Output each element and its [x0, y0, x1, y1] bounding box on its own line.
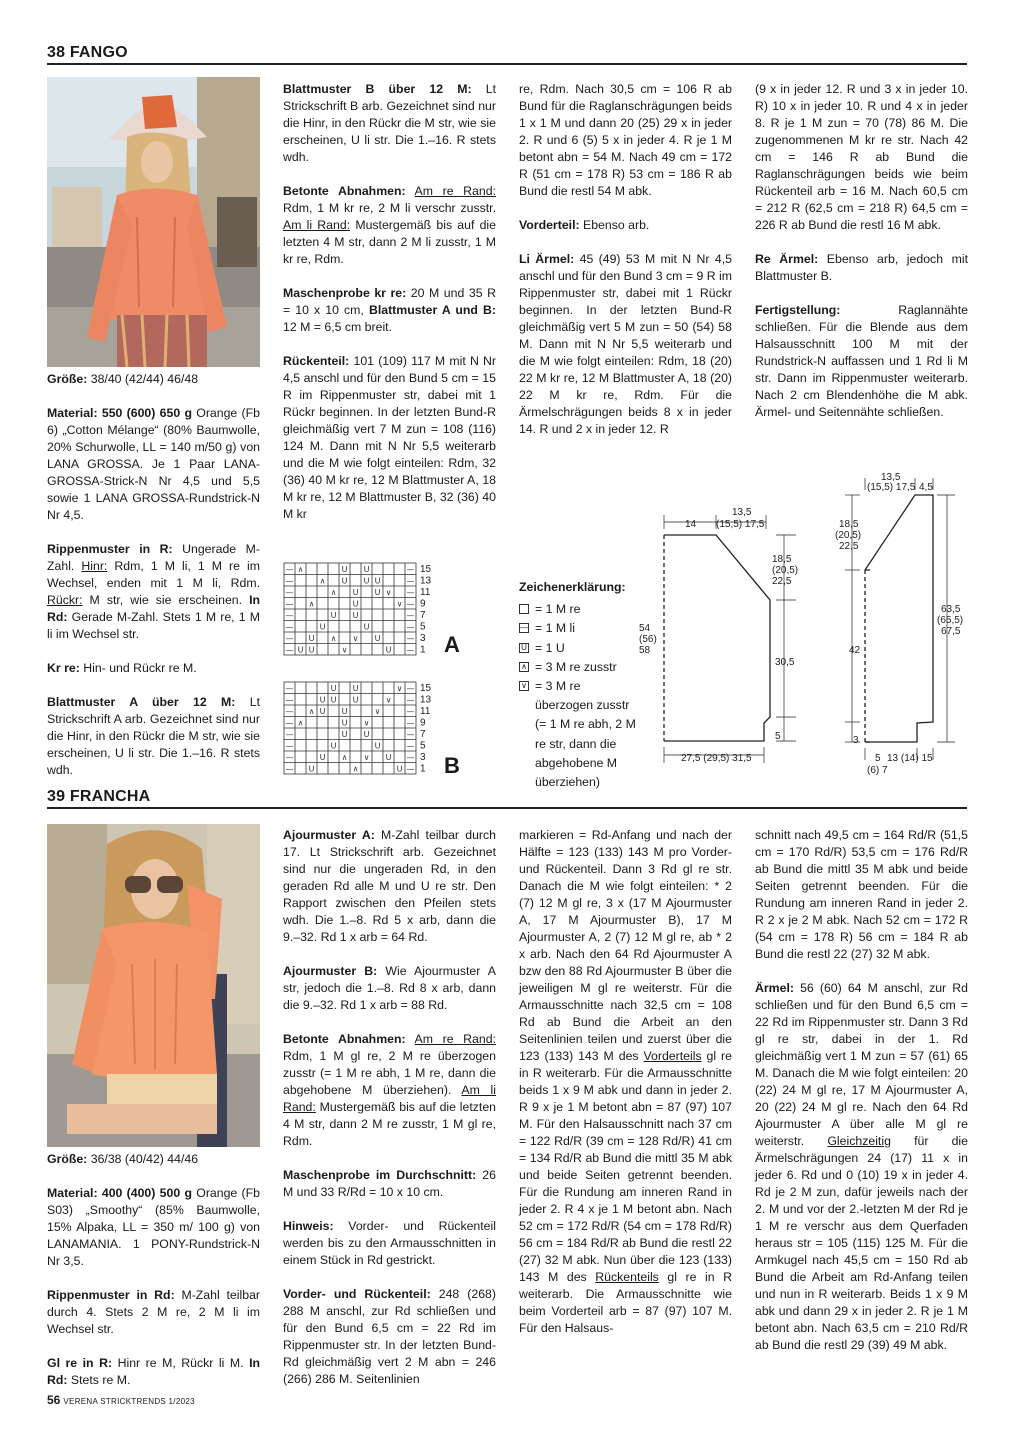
svg-text:∨: ∨	[396, 599, 403, 609]
svg-text:U: U	[308, 645, 315, 655]
svg-text:U: U	[352, 599, 359, 609]
svg-text:∧: ∧	[330, 588, 337, 597]
svg-text:—: —	[406, 634, 415, 643]
francha-column-2	[283, 827, 496, 1405]
svg-text:∧: ∧	[341, 753, 348, 762]
legend-item: ∧ = 3 M re zusstr	[519, 658, 644, 677]
body-continuation-paragraph: markieren = Rd-Anfang und nach der Hälfte = 123 (133) 143 M pro Vorder- und Rückenteil. Dann 3 Rd gl re str. Danach die M wie folgt einteilen: * 2 (7) 12 M gl re, 3 x (17 M Ajourmuster A, 17 M Ajourmuster B), 17 M Ajourmuster A, 2 (7) 12 M gl re, ab * 2 x arb. Nach den 64 Rd Ajourmuster A bzw den 88 Rd Ajourmuster B über die jeweiligen M gl re weiterstr. Für die Armausschnitte nach 32,5 cm = 108 Rd ab Bund die Arbeit an den Seitenlinien teilen und zuerst über die 123 (133) 143 M des Vorderteils gl re in R weiterarb. Für die Armausschnitte beids 1 x 9 M abk und dann in jeder 2. R 9 x je 1 M betont abn = 87 (97) 107 M. Für den Halsausschnitt nach 37 cm = 122 Rd/R (39 cm = 128 Rd/R) 41 cm = 134 Rd/R ab Bund die mittl 35 M abk und beide Seiten getrennt beenden. Für die Rundung am inneren Rand in jeder 2. R 4 x je 1 M betont abn. Nach 52 cm = 172 Rd/R (54 cm = 178 Rd/R) 56 cm = 184 Rd/R ab Bund die restl 22 (27) 32 M abk. Nun über die 123 (133) 143 M des Rückenteils gl re in R weiterarb. Die Armausschnitte wie beim Vorderteil arb = 87 (97) 107 M. Für den Halsaus-	[519, 828, 733, 1335]
purl-stitch-icon: —	[520, 623, 528, 633]
svg-text:—: —	[406, 741, 415, 751]
svg-text:—: —	[285, 588, 294, 597]
dim-label: 27,5 (29,5) 31,5	[681, 753, 752, 764]
svg-text:∨: ∨	[374, 707, 381, 716]
svg-text:U: U	[330, 611, 337, 620]
svg-text:—: —	[406, 588, 415, 597]
svg-text:—: —	[285, 707, 294, 716]
model-photo-fango	[47, 77, 260, 367]
francha-column-1	[47, 1151, 260, 1406]
back-piece-paragraph: Rückenteil: 101 (109) 117 M mit N Nr 4,5 anschl und für den Bund 5 cm = 15 R im Rippenmuster str, dabei mit 1 Rückr beginnen. In der letzten Bund-R gleichmäßig vert 7 M zun = 108 (116) 124 M. Dann mit N Nr 5,5 weiterarb und die M wie folgt einteilen: Rdm, 32 (36) 40 M kr re, 12 M Blattmuster A, 18 M kr re, 12 M Blattmuster B, 32 (36) 40 M kr	[283, 354, 496, 521]
chart-a-row-label: 13	[420, 575, 432, 587]
size-paragraph: Größe: 36/38 (40/42) 44/46	[47, 1152, 199, 1166]
svg-text:∨: ∨	[396, 684, 403, 693]
svg-text:U: U	[385, 753, 392, 762]
sk2p-icon: ∨	[519, 681, 529, 691]
finishing-paragraph: Fertigstellung: Raglannähte schließen. Für die Blende aus dem Halsausschnitt 100 M mit der Rundstrick-N auffassen und 1 Rd li M str. Dann im Rippenmuster weiterarb. Nach 2 cm Blendenhöhe die M abk. Ärmel- und Seitennähte schließen.	[755, 303, 968, 419]
sleeve-continuation-paragraph: (9 x in jeder 12. R und 3 x in jeder 10. R) 10 x in jeder 10. R und 4 x in jeder 8. R je 1 M zun = 70 (78) 86 M. Die zugenommenen M kr re str. Nach 42 cm = 146 R ab Bund die Raglanschrägungen beids wie beim Rückenteil arb = 16 M. Nach 60,5 cm = 212 R (62,5 cm = 218 R) 64,5 cm = 226 R ab Bund die restl 16 M abk.	[755, 82, 968, 232]
svg-text:U: U	[308, 764, 315, 774]
svg-text:U: U	[396, 764, 403, 774]
chart-b-row-label: 3	[420, 752, 426, 763]
svg-text:U: U	[352, 684, 359, 693]
svg-text:∧: ∧	[297, 718, 304, 728]
chart-b-row-label: 7	[420, 729, 426, 740]
fango-column-4	[755, 81, 968, 438]
knitting-chart-b	[283, 681, 443, 782]
svg-text:∧: ∧	[308, 599, 315, 609]
svg-text:U: U	[319, 695, 326, 705]
section-title-fango: 38 FANGO	[47, 44, 128, 61]
svg-text:—: —	[406, 707, 415, 716]
legend-item: ∨ = 3 M re überzogen zusstr (= 1 M re abh, 2 M re str, dann die abgehobene M überziehen)	[519, 677, 644, 792]
svg-text:U: U	[363, 622, 370, 632]
dim-label: (15,5) 17,5	[867, 482, 916, 493]
svg-text:—: —	[406, 565, 415, 574]
dim-label: 30,5	[775, 657, 795, 668]
svg-text:∧: ∧	[352, 764, 359, 774]
svg-text:—: —	[285, 576, 294, 586]
svg-text:—: —	[406, 622, 415, 632]
chart-a-row-label: 1	[420, 644, 426, 656]
svg-text:U: U	[363, 730, 370, 739]
svg-text:—: —	[285, 599, 294, 609]
svg-text:∨: ∨	[341, 645, 348, 655]
dim-label: 5	[875, 753, 881, 764]
sleeve-paragraph: Ärmel: 56 (60) 64 M anschl, zur Rd schließen und für den Bund 6,5 cm = 22 Rd im Rippenmuster str. Dann 3 Rd gl re str, dabei in der 1. Rd gleichmäßig vert 1 M zun = 57 (61) 65 M. Danach die M wie folgt einteilen: 20 (22) 24 M gl re, 17 M Ajourmuster A, 20 (22) 24 M gl re. Nach den 64 Rd Ajourmuster A über alle M gl re weiterstr. Gleichzeitig für die Ärmelschrägungen 24 (17) 11 x in jeder 6. Rd und 0 (10) 19 x in jeder 4. Rd je 2 M zun, dafür jeweils nach der 2. M und vor der 2.-letzten M der Rd je 1 M re verschr aus dem Querfaden heraus str = 105 (115) 125 M. Für die Armkugel nach 45,5 cm = 150 Rd ab Bund die Arbeit am Rd-Anfang teilen und nun in R weiterarb. Beids 1 x 9 M abk und dann 29 x in jeder 2. R je 1 M betont abn. Nach 63,5 cm = 210 Rd/R ab Bund die restl 29 (39) 49 M abk.	[755, 981, 968, 1352]
leaf-pattern-b-paragraph: Blattmuster B über 12 M: Lt Strickschrift B arb. Gezeichnet sind nur die Hinr, in den Rückr die M str, wie sie erscheinen, U li str. Die 1.–16. R stets wdh.	[283, 82, 496, 164]
svg-text:U: U	[341, 565, 348, 574]
rib-pattern-paragraph: Rippenmuster in Rd: M-Zahl teilbar durch 4. Stets 2 M re, 2 M li im Wechsel str.	[47, 1288, 260, 1336]
dim-label: 14	[685, 519, 697, 530]
dim-label: (56)	[639, 634, 657, 645]
svg-text:U: U	[374, 634, 381, 643]
material-paragraph: Material: 550 (600) 650 g Orange (Fb 6) „Cotton Mélange“ (80% Baumwolle, 20% Schurwolle, LL = 140 m/50 g) von LANA GROSSA. Je 1 Paar LANA-GROSSA-Strick-N Nr 4,5 und 5,5 sowie 1 LANA GROSSA-Rundstrick-N Nr 4,5.	[47, 406, 260, 522]
page-footer	[47, 1393, 195, 1407]
legend-item: = 1 M re	[519, 600, 644, 619]
dim-label: 13 (14) 15	[887, 753, 933, 764]
dim-label: 54	[639, 623, 651, 634]
dim-label: 5	[775, 731, 781, 742]
svg-text:—: —	[285, 645, 294, 655]
svg-text:U: U	[363, 565, 370, 574]
svg-text:U: U	[374, 588, 381, 597]
leaf-pattern-a-paragraph: Blattmuster A über 12 M: Lt Strickschrift A arb. Gezeichnet sind nur die Hinr, in den Rückr die M str, wie sie erscheinen, U li str. Die 1.–16. R stets wdh.	[47, 695, 260, 777]
dim-label: (65,5)	[937, 615, 964, 626]
fango-column-1	[47, 371, 260, 796]
svg-text:U: U	[341, 730, 348, 739]
svg-text:—: —	[285, 764, 294, 774]
symbol-legend	[519, 578, 644, 792]
dim-label: 13,5	[732, 507, 752, 518]
chart-b-row-label: 5	[420, 740, 426, 752]
dim-label: 58	[639, 645, 651, 656]
svg-text:∧: ∧	[297, 565, 304, 574]
stockinette-paragraph: Gl re in R: Hinr re M, Rückr li M. In Rd: Stets re M.	[47, 1356, 260, 1387]
svg-text:U: U	[319, 753, 326, 762]
magazine-name: VERENA STRICKTRENDS 1/2023	[63, 1397, 195, 1406]
decrease-paragraph: Betonte Abnahmen: Am re Rand: Rdm, 1 M kr re, 2 M li verschr zusstr. Am li Rand: Mustergemäß bis auf die letzten 4 M str, dann 2 M li zusstr, 1 M kr re, Rdm.	[283, 184, 496, 266]
svg-text:∧: ∧	[319, 576, 326, 586]
rib-pattern-paragraph: Rippenmuster in R: Ungerade M-Zahl. Hinr: Rdm, 1 M li, 1 M re im Wechsel, enden mit 1 M li, Rdm. Rückr: M str, wie sie erscheinen. In Rd: Gerade M-Zahl. Stets 1 M re, 1 M li im Wechsel str.	[47, 542, 260, 641]
size-paragraph: Größe: 38/40 (42/44) 46/48	[47, 372, 199, 386]
svg-text:—: —	[285, 730, 294, 739]
knitting-chart-a	[283, 562, 443, 663]
knit-stitch-icon	[519, 604, 529, 614]
svg-text:∧: ∧	[330, 634, 337, 643]
svg-text:—: —	[406, 753, 415, 762]
svg-text:U: U	[385, 645, 392, 655]
chart-a-row-label: 5	[420, 621, 426, 633]
chart-b-row-label: 13	[420, 694, 432, 706]
body-schematic	[636, 505, 806, 780]
svg-text:U: U	[330, 684, 337, 693]
svg-text:U: U	[341, 707, 348, 716]
svg-text:U: U	[319, 707, 326, 716]
section-rule	[47, 63, 967, 65]
dim-label: 63,5	[941, 604, 961, 615]
svg-text:∨: ∨	[363, 753, 370, 762]
dim-label: 18,5	[772, 554, 792, 565]
chart-b-row-label: 15	[420, 683, 432, 694]
dim-label: (6) 7	[867, 765, 888, 776]
svg-text:—: —	[406, 611, 415, 620]
svg-text:U: U	[352, 611, 359, 620]
dim-label: (20,5)	[772, 565, 799, 576]
legend-item: — = 1 M li	[520, 621, 575, 636]
svg-text:—: —	[285, 634, 294, 643]
svg-text:U: U	[319, 622, 326, 632]
svg-text:—: —	[285, 718, 294, 728]
svg-text:—: —	[406, 764, 415, 774]
dim-label: 22,5	[772, 576, 792, 587]
page-number: 56	[47, 1393, 61, 1407]
chart-a-row-label: 9	[420, 598, 426, 610]
raglan-paragraph: re, Rdm. Nach 30,5 cm = 106 R ab Bund für die Raglanschrägungen beids 1 x 1 M und dann 20 (25) 29 x in jeder 2. R und 6 (5) 5 x in jeder 4. R je 1 M betont abn = 54 M. Nach 49 cm = 172 R (51 cm = 178 R) 53 cm = 186 R ab Bund die restl 54 M abk.	[519, 82, 732, 198]
k3tog-icon: ∧	[519, 662, 529, 672]
gauge-paragraph: Maschenprobe im Durchschnitt: 26 M und 33 R/Rd = 10 x 10 cm.	[283, 1168, 496, 1199]
chart-a-row-label: 7	[420, 610, 426, 621]
dim-label: (15,5) 17,5	[716, 519, 765, 530]
dim-label: 18,5	[839, 519, 859, 530]
svg-text:∨: ∨	[385, 695, 392, 705]
svg-text:—: —	[406, 684, 415, 693]
francha-column-4	[755, 827, 968, 1371]
svg-text:∨: ∨	[363, 718, 370, 728]
svg-text:—: —	[285, 741, 294, 751]
svg-text:—: —	[285, 695, 294, 705]
model-photo-francha	[47, 824, 260, 1147]
legend-title: Zeichenerklärung:	[519, 580, 626, 594]
dim-label: 22,5	[839, 541, 859, 552]
dim-label: 13,5	[881, 472, 901, 483]
svg-text:U: U	[330, 695, 337, 705]
svg-text:—: —	[285, 611, 294, 620]
svg-text:U: U	[297, 645, 304, 655]
svg-text:U: U	[341, 718, 348, 728]
dim-label: 3	[853, 735, 859, 746]
svg-text:U: U	[330, 741, 337, 751]
svg-text:∨: ∨	[385, 588, 392, 597]
svg-text:U: U	[352, 695, 359, 705]
chart-a-row-label: 11	[420, 587, 431, 598]
svg-text:—: —	[406, 695, 415, 705]
dim-label: 4,5	[919, 482, 933, 493]
chart-a-row-label: 3	[420, 633, 426, 644]
decrease-paragraph: Betonte Abnahmen: Am re Rand: Rdm, 1 M gl re, 2 M re überzogen zusstr (= 1 M re abh, 1 M re, dann die abgehobene M überziehen). Am li Rand: Mustergemäß bis auf die letzten 4 M str, dann 2 M re zusstr, 1 M gl re, Rdm.	[283, 1032, 496, 1148]
chart-a-row-label: 15	[420, 564, 432, 575]
svg-text:—: —	[406, 718, 415, 728]
gauge-paragraph: Maschenprobe kr re: 20 M und 35 R = 10 x 10 cm, Blattmuster A und B: 12 M = 6,5 cm breit.	[283, 286, 497, 334]
svg-text:—: —	[285, 622, 294, 632]
lace-pattern-a-paragraph: Ajourmuster A: M-Zahl teilbar durch 17. Lt Strickschrift arb. Gezeichnet sind nur die ungeraden Rd, in den geraden Rd alle M und U re str. Den Rapport zwischen den Pfeilen stets wdh. Die 1.–8. Rd 5 x arb, dann die 9.–32. Rd 1 x arb = 64 Rd.	[283, 828, 496, 944]
svg-text:—: —	[285, 753, 294, 762]
fango-column-3	[519, 81, 732, 455]
dim-label: 67,5	[941, 626, 961, 637]
chart-a-letter: A	[444, 632, 460, 657]
dim-label: (20,5)	[835, 530, 862, 541]
fango-column-2	[283, 81, 496, 540]
svg-text:U: U	[341, 576, 348, 586]
svg-text:U: U	[374, 576, 381, 586]
front-piece-paragraph: Vorderteil: Ebenso arb.	[519, 218, 650, 232]
body-piece-paragraph: Vorder- und Rückenteil: 248 (268) 288 M anschl, zur Rd schließen und für den Bund 6,5 cm = 22 Rd im Rippenmuster str. In der letzten Bund-Rd gleichmäßig vert 2 M abn = 246 (266) 286 M. Seitenlinien	[283, 1287, 496, 1386]
garter-paragraph: Kr re: Hin- und Rückr re M.	[47, 661, 197, 675]
dim-label: 42	[849, 645, 861, 656]
svg-text:∨: ∨	[352, 634, 359, 643]
svg-text:—: —	[406, 645, 415, 655]
svg-text:—: —	[285, 565, 294, 574]
material-paragraph: Material: 400 (400) 500 g Orange (Fb S03) „Smoothy“ (85% Baumwolle, 15% Alpaka, LL = 350 m/ 100 g) von LANAMANIA. 1 PONY-Rundstrick-N Nr 3,5.	[47, 1186, 260, 1268]
lace-pattern-b-paragraph: Ajourmuster B: Wie Ajourmuster A str, jedoch die 1.–8. Rd 8 x arb, dann die 9.–32. Rd 1 x arb = 88 Rd.	[283, 964, 496, 1012]
right-sleeve-paragraph: Re Ärmel: Ebenso arb, jedoch mit Blattmuster B.	[755, 252, 968, 283]
yarn-over-icon: U	[519, 643, 529, 653]
sleeve-schematic	[805, 470, 967, 785]
svg-text:∧: ∧	[308, 707, 315, 716]
chart-b-row-label: 1	[420, 763, 426, 775]
chart-b-row-label: 11	[420, 706, 431, 717]
svg-text:—: —	[406, 730, 415, 739]
svg-text:U: U	[352, 588, 359, 597]
section-title-francha: 39 FRANCHA	[47, 788, 151, 805]
svg-text:U: U	[374, 741, 381, 751]
chart-b-row-label: 9	[420, 717, 426, 729]
svg-text:U: U	[363, 576, 370, 586]
note-paragraph: Hinweis: Vorder- und Rückenteil werden bis zu den Armausschnitten in einem Stück in Rd gestrickt.	[283, 1219, 496, 1267]
svg-text:—: —	[406, 599, 415, 609]
francha-column-3	[519, 827, 732, 1354]
left-sleeve-paragraph: Li Ärmel: 45 (49) 53 M mit N Nr 4,5 anschl und für den Bund 3 cm = 9 R im Rippenmuster str, dabei mit 1 Rückr beginnen. In der letzten Bund-R gleichmäßig vert 5 M zun = 50 (54) 58 M. Dann mit N Nr 5,5 weiterarb und die M wie folgt einteilen: Rdm, 18 (20) 22 M kr re, 12 M Blattmuster A, 18 (20) 22 M kr re, Rdm. Für die Ärmelschrägungen beids 8 x in jeder 14. R und 2 x in jeder 12. R	[519, 252, 732, 436]
legend-item: U = 1 U	[519, 639, 644, 658]
chart-b-letter: B	[444, 753, 460, 778]
section-rule	[47, 807, 967, 809]
svg-text:U: U	[308, 634, 315, 643]
svg-text:—: —	[285, 684, 294, 693]
neckline-paragraph: schnitt nach 49,5 cm = 164 Rd/R (51,5 cm = 170 Rd/R) 53,5 cm = 176 Rd/R ab Bund die mittl 35 M abk und beide Seiten getrennt beenden. Für die Rundung am inneren Rand in jeder 2. R 2 x je 2 M abk. Nach 52 cm = 172 R (54 cm = 178 R) 56 cm = 184 R ab Bund die restl 22 (27) 32 M abk.	[755, 828, 968, 961]
svg-text:—: —	[406, 576, 415, 586]
